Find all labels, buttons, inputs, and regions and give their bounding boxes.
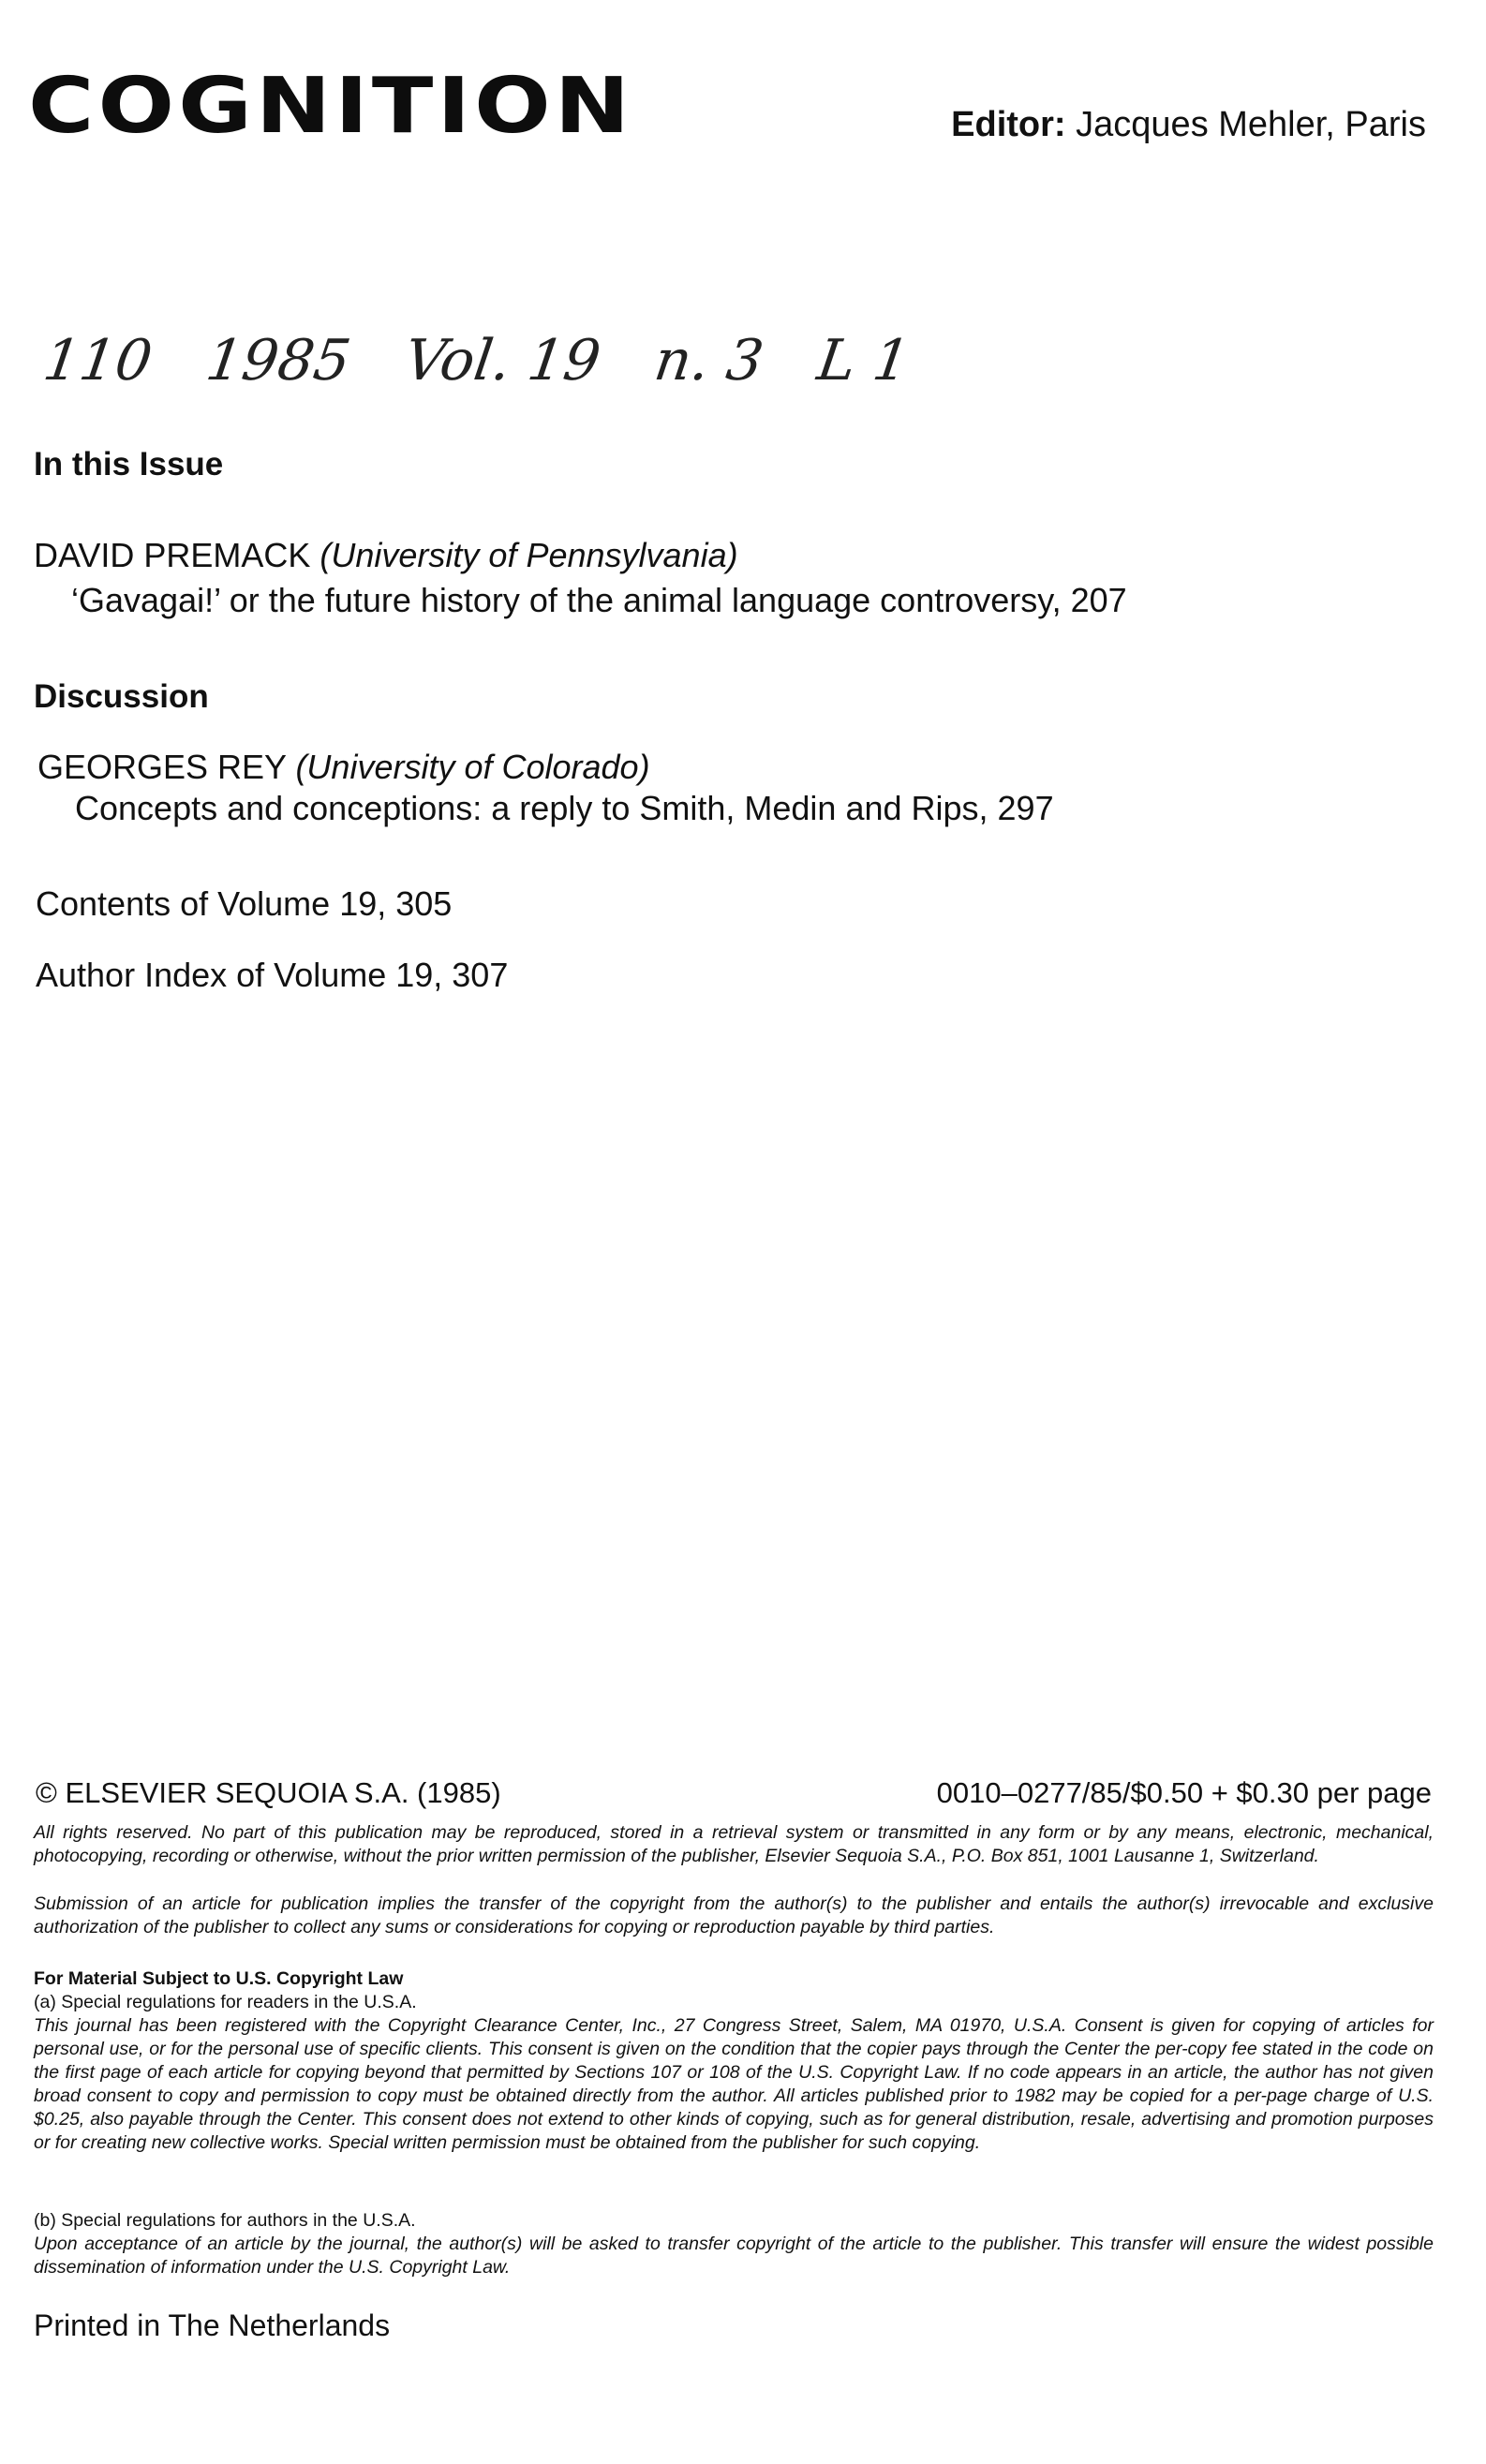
us-copyright-heading: For Material Subject to U.S. Copyright Law <box>34 1968 404 1989</box>
discussion-author: GEORGES REY <box>37 748 287 786</box>
handwritten-note <box>39 328 951 393</box>
discussion-heading: Discussion <box>34 678 209 715</box>
copyright-code: 0010–0277/85/$0.50 + $0.30 per page <box>936 1776 1432 1809</box>
copyright-symbol: © <box>36 1776 57 1809</box>
contents-of-volume: Contents of Volume 19, 305 <box>36 884 453 923</box>
copyright-line <box>36 1776 1432 1810</box>
regulation-b-text: Upon acceptance of an article by the journal, the author(s) will be asked to transfer copyright of the article to the publisher. This transfer will ensure the widest possible dissemination of information under the U.S. Copyright Law. <box>34 2234 1434 2278</box>
article-author-line <box>34 536 738 575</box>
printed-in: Printed in The Netherlands <box>34 2308 391 2342</box>
submission-notice: Submission of an article for publication implies the transfer of the copyright from the author(s) to the publisher and entails the author(s) irrevocable and exclusive authorization of the publisher to collect any sums or considerations for copying or reproduction payable by third parties. <box>34 1893 1434 1937</box>
regulation-a-heading: (a) Special regulations for readers in the U.S.A. <box>34 1992 417 2012</box>
rights-notice: All rights reserved. No part of this publication may be reproduced, stored in a retrieval system or transmitted in any form or by any means, electronic, mechanical, photocopying, recording or otherwise, without the prior written permission of the publisher, Elsevier Sequoia S.A., P.O. Box 851, 1001 Lausanne 1, Switzerland. <box>34 1822 1434 1866</box>
handwritten-number: 110 <box>39 328 156 393</box>
discussion-affiliation: (University of Colorado) <box>295 748 650 786</box>
regulation-b-heading: (b) Special regulations for authors in the U.S.A. <box>34 2210 416 2231</box>
handwritten-year: 1985 <box>201 328 355 393</box>
regulation-a-text: This journal has been registered with the Copyright Clearance Center, Inc., 27 Congress Street, Salem, MA 01970, U.S.A. Consent is given for copying of articles for personal use, or for the personal use of specific clients. This consent is given on the condition that the copier pays through the Center the per-copy fee stated in the code on the first page of each article for copying beyond that permitted by Sections 107 or 108 of the U.S. Copyright Law. If no code appears in an article, the author has not given broad consent to copy and permission to copy must be obtained directly from the author. All articles published prior to 1982 may be copied for a per-page charge of U.S. $0.25, also payable through the Center. This consent does not extend to other kinds of copying, such as for general distribution, resale, advertising and promotion purposes or for creating new collective works. Special written permission must be obtained from the publisher for such copying. <box>34 2015 1434 2153</box>
author-index: Author Index of Volume 19, 307 <box>36 956 509 994</box>
editor-name: Jacques Mehler, Paris <box>1076 105 1426 144</box>
discussion-title: Concepts and conceptions: a reply to Smith, Medin and Rips, 297 <box>75 789 1054 827</box>
handwritten-issue: n. 3 <box>650 328 768 393</box>
handwritten-shelf: L 1 <box>813 328 914 393</box>
copyright-publisher: ELSEVIER SEQUOIA S.A. (1985) <box>65 1776 501 1809</box>
editor-label: Editor: <box>951 105 1066 144</box>
article-title: ‘Gavagai!’ or the future history of the animal language controversy, 207 <box>71 581 1127 619</box>
discussion-author-line <box>37 748 650 787</box>
journal-logo: COGNITION <box>28 61 634 151</box>
handwritten-volume: Vol. 19 <box>400 328 605 393</box>
in-this-issue-heading: In this Issue <box>34 446 224 482</box>
article-affiliation: (University of Pennsylvania) <box>319 536 738 574</box>
article-author: DAVID PREMACK <box>34 536 311 574</box>
copyright-holder <box>36 1776 501 1810</box>
editor-credit <box>951 105 1426 145</box>
